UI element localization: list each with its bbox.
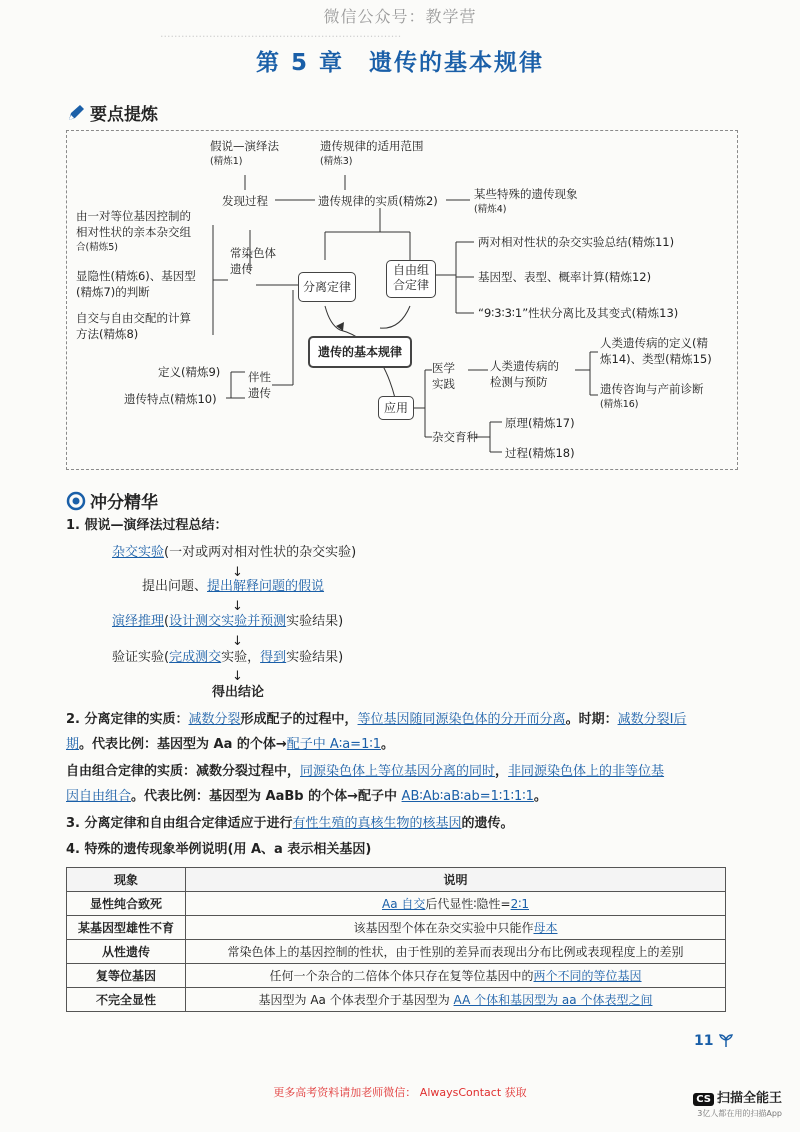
node-principle: 原理(精炼17)	[505, 416, 575, 430]
node-independent-law: 自由组 合定律	[386, 260, 436, 298]
node-left2: 显隐性(精炼6)、基因型 (精炼7)的判断	[76, 269, 196, 299]
scanner-logo: CS 扫描全能王	[693, 1087, 782, 1106]
scanner-tagline: 3亿人都在用的扫描App	[697, 1109, 782, 1118]
flow-step5: 得出结论	[212, 685, 265, 700]
section-title: 冲分精华	[90, 493, 158, 513]
watermark: 微信公众号：教学营	[323, 7, 477, 26]
item1-heading: 1. 假说—演绎法过程总结：	[66, 518, 228, 533]
flow-arrow-3: ↓	[232, 634, 243, 649]
node-process: 过程(精炼18)	[505, 446, 575, 460]
bleed-through-text: ·····································································	[160, 30, 402, 43]
item2-line1: 2. 分离定律的实质：减数分裂形成配子的过程中，等位基因随同源染色体的分开而分离。时期：减数分裂Ⅰ后	[66, 712, 687, 727]
table-row: 显性纯合致死 Aa 自交后代显性∶隐性=2∶1	[67, 892, 726, 916]
flow-step1: 杂交实验(一对或两对相对性状的杂交实验)	[112, 545, 357, 560]
node-sex-linked: 伴性 遗传	[248, 370, 271, 400]
flow-step4: 验证实验(完成测交实验，得到实验结果)	[112, 650, 344, 665]
node-medical: 医学 实践	[432, 361, 455, 391]
table-row: 复等位基因 任何一个杂合的二倍体个体只存在复等位基因中的两个不同的等位基因	[67, 964, 726, 988]
node-feature: 遗传特点(精炼10)	[124, 392, 217, 406]
footer-note: 更多高考资料请加老师微信： AlwaysContact 获取	[273, 1086, 527, 1099]
node-disease-def: 人类遗传病的定义(精 炼14)、类型(精炼15)	[600, 336, 712, 366]
table-header-row	[67, 868, 726, 892]
node-center: 遗传的基本规律	[308, 336, 412, 368]
node-definition: 定义(精炼9)	[158, 365, 221, 379]
node-discovery: 发现过程	[222, 194, 268, 208]
scanner-badge: CS	[693, 1093, 714, 1106]
swirl-icon	[66, 491, 86, 511]
node-application: 应用	[378, 396, 414, 420]
item4-heading: 4. 特殊的遗传现象举例说明(用 A、a 表示相关基因)	[66, 842, 372, 857]
sprout-icon	[718, 1032, 734, 1048]
node-left1: 由一对等位基因控制的 相对性状的亲本杂交组 合(精炼5)	[76, 209, 191, 253]
chapter-title: 第 5 章 遗传的基本规律	[255, 50, 545, 76]
node-counsel: 遗传咨询与产前诊断 (精炼16)	[600, 382, 704, 410]
table-row: 某基因型雄性不育 该基因型个体在杂交实验中只能作母本	[67, 916, 726, 940]
node-hypothesis: 假说—演绎法 (精炼1)	[210, 139, 279, 167]
flow-arrow-4: ↓	[232, 669, 243, 684]
node-disease: 人类遗传病的 检测与预防	[490, 359, 559, 389]
section-title: 要点提炼	[90, 105, 158, 125]
flow-step2: 提出问题、提出解释问题的假说	[142, 579, 325, 594]
table-header: 现象	[67, 868, 186, 892]
item2-line4: 因自由组合。代表比例：基因型为 AaBb 的个体→配子中 AB∶Ab∶aB∶ab=1∶1∶1∶1。	[66, 789, 547, 804]
flow-arrow-1: ↓	[232, 565, 243, 580]
item3-text: 3. 分离定律和自由组合定律适应于进行有性生殖的真核生物的核基因的遗传。	[66, 816, 514, 831]
table-row: 不完全显性 基因型为 Aa 个体表型介于基因型为 AA 个体和基因型为 aa 个体表型之间	[67, 988, 726, 1012]
item2-line3: 自由组合定律的实质：减数分裂过程中，同源染色体上等位基因分离的同时，非同源染色体上的非等位基	[66, 764, 665, 779]
node-right1: 两对相对性状的杂交实验总结(精炼11)	[478, 235, 675, 249]
table-row: 从性遗传 常染色体上的基因控制的性状，由于性别的差异而表现出分布比例或表现程度上的差别	[67, 940, 726, 964]
node-right3: “9∶3∶3∶1”性状分离比及其变式(精炼13)	[478, 306, 679, 320]
node-scope: 遗传规律的适用范围 (精炼3)	[320, 139, 424, 167]
table-header: 说明	[186, 868, 726, 892]
section-heading-essentials	[66, 488, 158, 513]
node-special: 某些特殊的遗传现象 (精炼4)	[474, 187, 578, 215]
flow-step3: 演绎推理(设计测交实验并预测实验结果)	[112, 614, 344, 629]
node-autosomal: 常染色体 遗传	[230, 246, 276, 276]
node-breeding: 杂交育种	[432, 430, 478, 444]
page-number: 11	[694, 1032, 734, 1049]
flow-arrow-2: ↓	[232, 599, 243, 614]
node-right2: 基因型、表型、概率计算(精炼12)	[478, 270, 652, 284]
node-segregation-law: 分离定律	[298, 272, 356, 302]
node-essence: 遗传规律的实质(精炼2)	[318, 194, 438, 208]
node-left3: 自交与自由交配的计算 方法(精炼8)	[76, 311, 191, 341]
item2-line2: 期。代表比例：基因型为 Aa 的个体→配子中 A∶a=1∶1。	[66, 737, 395, 752]
special-phenomena-table	[66, 867, 726, 1012]
